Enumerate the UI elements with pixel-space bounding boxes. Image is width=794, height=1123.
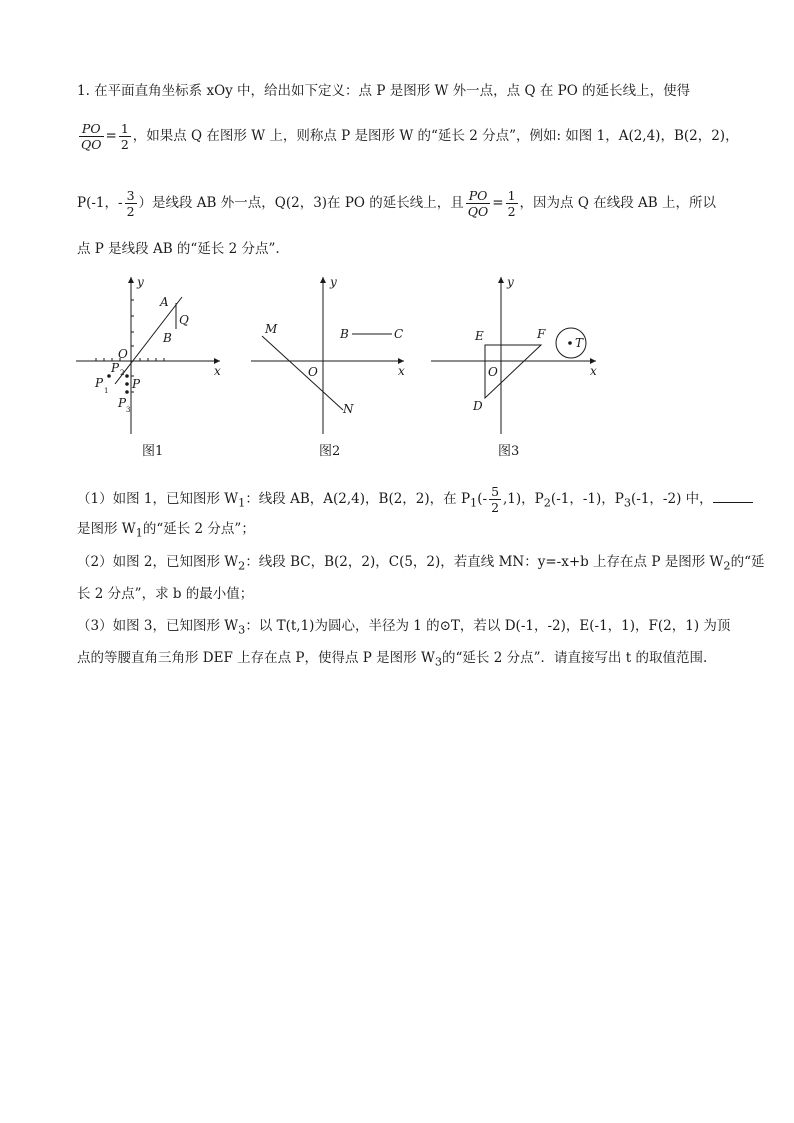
fig2-label-c: C bbox=[394, 327, 404, 341]
intro-line-4: 点 P 是线段 AB 的“延长 2 分点”. bbox=[77, 241, 280, 257]
fig2-label-b: B bbox=[340, 327, 349, 341]
figure-3 bbox=[431, 277, 596, 434]
fig2-line-mn bbox=[262, 336, 343, 410]
fig3-label-x: x bbox=[590, 364, 597, 378]
fig1-label-p2: P bbox=[111, 361, 120, 375]
fig1-label-p: P bbox=[132, 377, 141, 391]
fig3-label-o: O bbox=[488, 365, 498, 379]
fig1-label-p2-sub: 2 bbox=[120, 369, 125, 377]
fig1-label-x: x bbox=[214, 364, 221, 378]
fig1-label-b: B bbox=[163, 331, 172, 345]
figure-2 bbox=[251, 277, 404, 434]
fig3-label-e: E bbox=[475, 329, 484, 343]
fig2-label-x: x bbox=[398, 364, 405, 378]
q1-line-2: 是图形 $W_1$的“延长 2 分点”； bbox=[77, 521, 255, 540]
fig1-ticks bbox=[96, 300, 164, 392]
fig1-label-o: O bbox=[118, 347, 128, 361]
figures bbox=[0, 266, 794, 466]
fig1-caption: 图1 bbox=[142, 444, 164, 459]
fraction-one-half-2: $\frac{1}{2}$ bbox=[507, 188, 516, 219]
fraction-po-qo-2: $\frac{PO}{QO}$ bbox=[467, 188, 489, 219]
fraction-one-half: $\frac{1}{2}$ bbox=[120, 121, 129, 152]
intro-line-3: P(-1，- $\frac{3}{2}$ ）是线段 AB 外一点，Q(2，3)在 PO 的延长线上，且 $\frac{PO}{QO}$ = $\frac{1}{2}$ ，因为点 Q 在线段 AB 上，所以 bbox=[77, 188, 716, 219]
q3-line-2: 点的等腰直角三角形 DEF 上存在点 P，使得点 P 是图形 $W_3$的“延长 2 分点”．请直接写出 t 的取值范围. bbox=[77, 650, 708, 669]
fig1-point-p3 bbox=[125, 390, 129, 394]
q2-line-1: （2）如图 2，已知图形 $W_2$：线段 BC，B(2，2)，C(5，2)，若直线 MN：y=-x+b 上存在点 P 是图形 $W_2$的“延 bbox=[77, 554, 765, 573]
fraction-three-half: $\frac{3}{2}$ bbox=[126, 188, 135, 219]
fig3-label-t: T bbox=[575, 336, 584, 350]
fig2-label-y: y bbox=[330, 275, 337, 289]
fraction-po-qo: $\frac{PO}{QO}$ bbox=[81, 121, 102, 152]
fig3-label-d: D bbox=[473, 399, 483, 413]
fig1-label-y: y bbox=[137, 275, 144, 289]
fig2-label-o: O bbox=[308, 365, 318, 379]
fig1-labels bbox=[94, 275, 221, 414]
fig1-label-p3-sub: 3 bbox=[126, 406, 131, 414]
intro-text-2: ，如果点 Q 在图形 W 上，则称点 P 是图形 W 的“延长 2 分点”，例如: 如图 1，A(2,4)，B(2，2)， bbox=[132, 128, 739, 144]
fig3-caption: 图3 bbox=[498, 444, 520, 459]
intro-line-1 bbox=[77, 81, 690, 101]
fig3-label-y: y bbox=[507, 275, 514, 289]
fig2-caption: 图2 bbox=[319, 444, 341, 459]
fig2-labels bbox=[264, 275, 405, 416]
intro-text-1: 1. 在平面直角坐标系 xOy 中，给出如下定义：点 P 是图形 W 外一点，点 Q 在 PO 的延长线上，使得 bbox=[77, 83, 691, 99]
fig1-label-p1-sub: 1 bbox=[104, 387, 109, 395]
fig2-label-m: M bbox=[265, 322, 278, 336]
intro-line-2: $\frac{PO}{QO}$ = $\frac{1}{2}$ ，如果点 Q 在图形 W 上，则称点 P 是图形 W 的“延长 2 分点”，例如: 如图 1，A(2,4)，B(2，2)， bbox=[81, 121, 739, 152]
fraction-five-half: $\frac{5}{2}$ bbox=[491, 484, 500, 515]
fig1-label-a: A bbox=[160, 295, 169, 309]
fig1-point-p bbox=[125, 382, 129, 386]
fig3-center-t bbox=[568, 341, 572, 345]
fig1-label-p3: P bbox=[118, 396, 127, 410]
fig1-segment-line bbox=[115, 297, 182, 384]
fig3-label-f: F bbox=[537, 327, 546, 341]
fig1-points bbox=[107, 374, 129, 394]
q3-line-1: （3）如图 3，已知图形 $W_3$：以 T(t,1)为圆心，半径为 1 的⊙T，若以 D(-1，-2)，E(-1，1)，F(2，1) 为顶 bbox=[77, 618, 731, 637]
figure-1 bbox=[76, 277, 220, 434]
fig1-point-p2 bbox=[125, 374, 129, 378]
answer-blank[interactable] bbox=[713, 489, 753, 503]
q1-line-1: （1）如图 1，已知图形 $W_1$：线段 AB，A(2,4)，B(2，2)，在 $P_1(-$ $\frac{5}{2}$ ,1)，$P_2(-1$，-1)，$P_3(-1$，-2) 中， bbox=[77, 484, 753, 515]
fig1-label-p1: P bbox=[95, 376, 104, 390]
fig1-label-q: Q bbox=[179, 313, 189, 327]
fig2-label-n: N bbox=[343, 402, 354, 416]
q2-line-2: 长 2 分点”，求 b 的最小值； bbox=[77, 586, 254, 602]
